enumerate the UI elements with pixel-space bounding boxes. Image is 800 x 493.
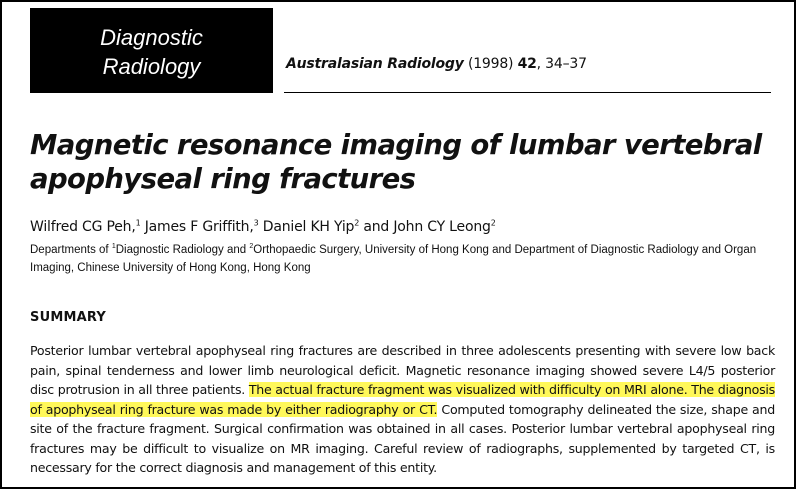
journal-year: (1998) (467, 56, 514, 72)
affiliation-mark: 2 (249, 243, 254, 251)
summary-heading: SUMMARY (30, 310, 106, 325)
author-name: James F Griffith, (140, 219, 254, 235)
affiliation-mark: 1 (111, 243, 116, 251)
badge-line-2: Radiology (102, 54, 201, 79)
author-affiliation-mark: 1 (135, 218, 141, 228)
author-list (30, 219, 496, 235)
affiliation-prefix: Departments of (30, 244, 112, 256)
author-affiliation-mark: 3 (253, 218, 259, 228)
header-rule (284, 92, 771, 93)
author-name: Daniel KH Yip (258, 219, 355, 235)
affiliation-text: Diagnostic Radiology and (115, 244, 250, 256)
summary-text-before: Posterior lumbar vertebral apophyseal ring fractures are described in three adolescents presenting with severe low back pain, spinal tenderness and lower limb neurological deficit. Magnetic resonance imaging showed severe L4/5 posterior disc protrusion in all three patients. (30, 343, 775, 397)
author-name: and John CY Leong (359, 219, 491, 235)
affiliation-text: Orthopaedic Surgery, University of Hong Kong and Department of Diagnostic Radiology and Organ Imaging, Chinese University of Hong Kong, Hong Kong (30, 244, 757, 274)
badge-line-1: Diagnostic (100, 25, 203, 50)
journal-volume: 42 (517, 56, 537, 72)
summary-paragraph (30, 341, 775, 478)
journal-citation (286, 56, 587, 72)
article-title: Magnetic resonance imaging of lumbar vertebral apophyseal ring fractures (30, 129, 762, 195)
summary-text-after: Computed tomography delineated the size, shape and site of the fracture fragment. Surgical confirmation was obtained in all cases. Posterior lumbar vertebral apophyseal ring fractures may be difficult to visualize on MR imaging. Careful review of radiographs, supplemented by targeted CT, is necessary for the correct diagnosis and management of this entity. (30, 401, 775, 475)
journal-pages: , 34–37 (536, 56, 587, 72)
section-badge (30, 8, 273, 93)
author-affiliation-mark: 2 (354, 218, 360, 228)
journal-name: Australasian Radiology (286, 56, 464, 72)
highlighted-text: The actual fracture fragment was visualized with difficulty on MRI alone. The diagnosis of apophyseal ring fracture was made by either radiography or CT. (30, 382, 775, 417)
author-name: Wilfred CG Peh, (30, 219, 136, 235)
affiliations (30, 241, 780, 277)
author-affiliation-mark: 2 (490, 218, 496, 228)
